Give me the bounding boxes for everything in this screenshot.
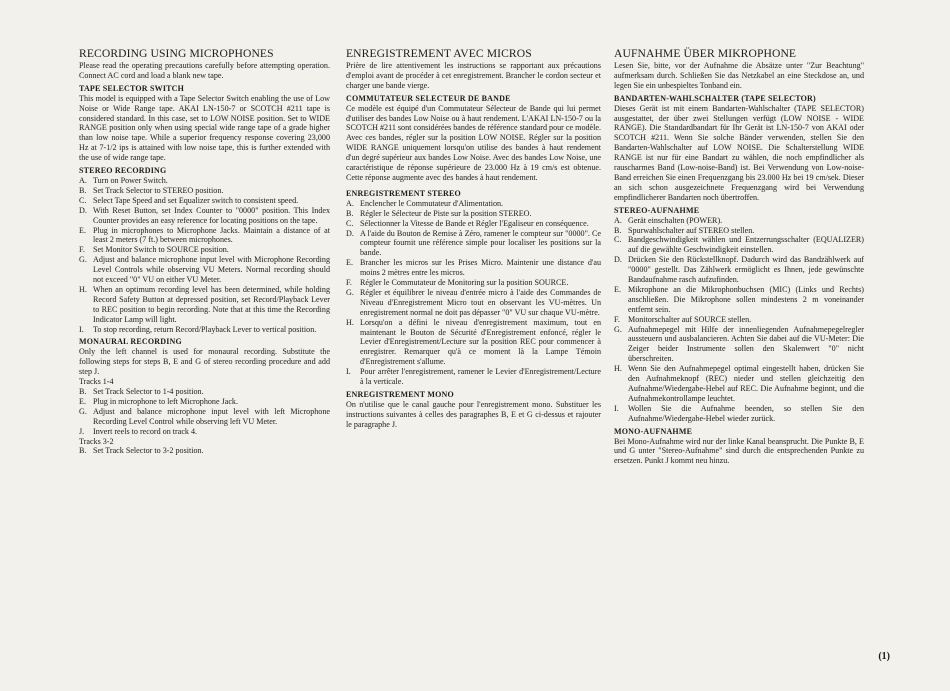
list-item xyxy=(614,325,864,365)
item-text: Enclencher le Commutateur d'Alimentation. xyxy=(360,198,504,208)
item-letter: D. xyxy=(346,228,354,238)
item-letter: A. xyxy=(346,198,354,208)
item-letter: H. xyxy=(614,364,622,374)
item-text: Wollen Sie die Aufnahme beenden, so stellen Sie den Aufnahme/Wiedergabe-Hebel wieder zurück. xyxy=(628,403,864,423)
item-letter: J. xyxy=(79,426,85,436)
list-item xyxy=(79,407,330,427)
item-letter: B. xyxy=(614,225,622,235)
item-letter: G. xyxy=(79,255,87,265)
list-item xyxy=(79,196,330,206)
fr-stereo-heading: ENREGISTREMENT STEREO xyxy=(346,188,461,198)
list-item xyxy=(79,226,330,246)
item-letter: I. xyxy=(614,403,619,413)
en-mono-list xyxy=(79,387,330,437)
list-item xyxy=(346,209,601,219)
en-title: RECORDING USING MICROPHONES xyxy=(79,47,274,60)
item-letter: C. xyxy=(346,218,354,228)
item-letter: A. xyxy=(614,215,622,225)
fr-selector-heading: COMMUTATEUR SELECTEUR DE BANDE xyxy=(346,93,511,103)
list-item xyxy=(79,245,330,255)
item-text: Set Track Selector to 3-2 position. xyxy=(93,446,204,456)
item-text: Brancher les micros sur les Prises Micro. Maintenir une distance d'au moins 2 mètres entre les micros. xyxy=(360,258,601,278)
list-item xyxy=(346,229,601,259)
item-letter: E. xyxy=(346,258,353,268)
list-item xyxy=(79,176,330,186)
item-text: Select Tape Speed and set Equalizer switch to consistent speed. xyxy=(93,195,299,205)
de-stereo-list xyxy=(614,216,864,424)
item-text: Set Track Selector to 1-4 position. xyxy=(93,387,204,396)
item-letter: B. xyxy=(79,185,87,195)
item-text: Régler le Sélecteur de Piste sur la position STEREO. xyxy=(360,208,532,218)
item-text: Sélectionner la Vitesse de Bande et Régler l'Egaliseur en conséquence. xyxy=(360,218,589,228)
item-text: Set Monitor Switch to SOURCE position. xyxy=(93,245,229,255)
item-text: Pour arrêter l'enregistrement, ramener le Levier d'Enregistrement/Lecture à la verticale. xyxy=(360,367,601,387)
item-letter: I. xyxy=(79,324,84,334)
list-item xyxy=(614,235,864,255)
list-item xyxy=(614,255,864,285)
german-column xyxy=(614,47,864,466)
item-text: Régler le Commutateur de Monitoring sur la position SOURCE. xyxy=(360,278,569,288)
item-text: Spurwahlschalter auf STEREO stellen. xyxy=(628,225,755,235)
item-text: Régler et équilibrer le niveau d'entrée micro à l'aide des Commandes de Niveau d'Enregistrement Micro tout en observant les VU-mètres. Un enregistrement normal ne doit pas dépasser "0" VU sur chaque VU-mètre. xyxy=(360,287,601,317)
item-letter: E. xyxy=(614,284,621,294)
list-item xyxy=(79,397,330,407)
de-mono-heading: MONO-AUFNAHME xyxy=(614,426,693,436)
item-letter: D. xyxy=(614,255,622,265)
de-stereo-heading: STEREO-AUFNAHME xyxy=(614,205,700,215)
list-item xyxy=(79,325,330,335)
list-item xyxy=(346,278,601,288)
item-text: Aufnahmepegel mit Hilfe der innenliegenden Aufnahmepegelregler aussteuern und ausbalancieren. Achten Sie dabei auf die VU-Meter: Die Zeiger beider Instrumente sollen den Skalenwert "0" nicht überschreiten. xyxy=(628,324,864,364)
item-text: Invert reels to record on track 4. xyxy=(93,426,198,436)
item-letter: F. xyxy=(346,278,352,288)
de-selector-heading: BANDARTEN-WAHLSCHALTER (TAPE SELECTOR) xyxy=(614,93,816,103)
list-item xyxy=(346,258,601,278)
list-item xyxy=(346,199,601,209)
item-letter: B. xyxy=(346,208,354,218)
item-text: Bandgeschwindigkeit wählen und Entzerrungsschalter (EQUALIZER) auf die gewählte Geschwindigkeit einstellen. xyxy=(628,235,864,255)
item-text: Plug in microphones to Microphone Jacks. Maintain a distance of at least 2 meters (7 ft.) between microphones. xyxy=(93,225,330,245)
list-item xyxy=(346,288,601,318)
fr-stereo-list xyxy=(346,199,601,387)
item-text: With Reset Button, set Index Counter to "0000" position. This Index Counter provides an easy reference for locating positions on the tape. xyxy=(93,205,330,225)
item-letter: H. xyxy=(79,284,87,294)
item-letter: F. xyxy=(79,245,85,255)
english-column xyxy=(79,47,330,456)
item-text: Mikrophone an die Mikrophonbuchsen (MIC) (Links und Rechts) anschließen. Die Mikrophone sollen mindestens 2 m voneinander entfernt sein. xyxy=(628,284,864,314)
fr-selector-text: Ce modèle est équipé d'un Commutateur Sélecteur de Bande qui lui permet d'utiliser des bandes Low Noise ou à haut rendement. L'AKAI LN-150-7 ou la SCOTCH #211 sont considérées bandes de référence standard pour ce modèle. Avec ces bandes, régler sur la position LOW NOISE. Régler sur la position WIDE RANGE uniquement lorsqu'on utilise des bandes à haut rendement d'un degré supérieur aux bandes Low Noise. Avec des bandes Low Noise, une caractéristique de réponse supérieure de 23.000 Hz à 19 cm/s est obtenue. Cette réponse augmente avec des bandes à haut rendement. xyxy=(346,103,601,182)
item-text: Turn on Power Switch. xyxy=(93,175,168,185)
list-item xyxy=(614,216,864,226)
item-text: Gerät einschalten (POWER). xyxy=(628,215,723,225)
item-text: When an optimum recording level has been determined, while holding Record Safety Button at depressed position, set Record/Playback Lever to REC position to begin recording. Note that at this time the Recording Indicator Lamp will light. xyxy=(93,284,330,324)
item-text: Monitorschalter auf SOURCE stellen. xyxy=(628,314,752,324)
de-selector-text: Dieses Gerät ist mit einem Bandarten-Wahlschalter (TAPE SELECTOR) ausgestattet, der über zwei Stellungen verfügt (LOW NOISE - WIDE RANGE). Die Standardbandart für Ihr Gerät ist LN-150-7 von AKAI oder SCOTCH #211. Wenn Sie solche Bänder verwenden, stellen Sie den Bandarten-Wahlschalter auf LOW NOISE. Die Schalterstellung WIDE RANGE ist nur für eine Bandart zu wählen, die noch empfindlicher als rauscharmes Band (Low-noise-Band) ist. Bei Verwendung von Low-noise-Band erreichen Sie einen Frequenzgang bis 23.000 Hz bei 19 cm/sek. Dieser an sich schon ausgezeichnete Frequenzgang wird bei Verwendung empfindlicherer Bandarten noch übertroffen. xyxy=(614,103,864,202)
list-item xyxy=(614,364,864,404)
french-column xyxy=(346,47,601,430)
item-text: A l'aide du Bouton de Remise à Zéro, ramener le compteur sur "0000". Ce compteur fournit une référence simple pour localiser les positions sur la bande. xyxy=(360,228,601,258)
fr-title: ENREGISTREMENT AVEC MICROS xyxy=(346,47,532,60)
list-item xyxy=(79,255,330,285)
en-tracks14-label: Tracks 1-4 xyxy=(79,377,114,387)
item-letter: A. xyxy=(79,175,87,185)
list-item xyxy=(346,219,601,229)
item-text: Adjust and balance microphone input level with left Microphone Recording Level Control while observing left VU Meter. xyxy=(93,406,330,426)
en-stereo-list xyxy=(79,176,330,335)
item-letter: G. xyxy=(346,287,354,297)
item-letter: C. xyxy=(614,235,622,245)
fr-intro: Prière de lire attentivement les instructions se rapportant aux précautions d'emploi avant de procéder à cet enregistrement. Brancher le cordon secteur et charger une bande vierge. xyxy=(346,61,601,90)
item-letter: H. xyxy=(346,317,354,327)
fr-mono-text: On n'utilise que le canal gauche pour l'enregistrement mono. Substituer les instructions suivantes à celles des paragraphes B, E et G ci-dessus et rajouter le paragraphe J. xyxy=(346,399,601,429)
en-stereo-heading: STEREO RECORDING xyxy=(79,166,167,176)
fr-mono-heading: ENREGISTREMENT MONO xyxy=(346,390,454,399)
item-letter: G. xyxy=(614,324,622,334)
list-item xyxy=(79,186,330,196)
de-title: AUFNAHME ÜBER MIKROPHONE xyxy=(614,47,797,60)
item-text: Adjust and balance microphone input level with Microphone Recording Level Controls while observing VU Meters. Normal recording should not exceed "0" VU on either VU Meter. xyxy=(93,255,330,285)
list-item xyxy=(614,315,864,325)
item-letter: C. xyxy=(79,195,87,205)
en-tape-selector-heading: TAPE SELECTOR SWITCH xyxy=(79,83,185,93)
list-item xyxy=(346,318,601,368)
item-letter: E. xyxy=(79,225,86,235)
list-item xyxy=(79,206,330,226)
de-mono-text: Bei Mono-Aufnahme wird nur der linke Kanal beansprucht. Die Punkte B, E und G unter "Stereo-Aufnahme" sind durch die entsprechenden Punkte zu ersetzen. Punkt J kommt neu hinzu. xyxy=(614,436,864,466)
list-item xyxy=(346,367,601,387)
list-item xyxy=(614,404,864,424)
item-text: To stop recording, return Record/Playback Lever to vertical position. xyxy=(93,324,317,334)
item-text: Plug in microphone to left Microphone Jack. xyxy=(93,396,238,406)
en-tape-selector-text: This model is equipped with a Tape Selector Switch enabling the use of Low Noise or Wide Range tape. AKAI LN-150-7 or SCOTCH #211 tape is considered standard. In this case, set to LOW NOISE position. Set to WIDE RANGE position only when using special wide range tape of a grade higher than low noise tape. While a superior frequency response covering 23,000 Hz at 7-1/2 ips is attained with low noise tape, this is further extended with the use of wide range tape. xyxy=(79,93,330,163)
list-item xyxy=(79,387,330,397)
en-mono-heading: MONAURAL RECORDING xyxy=(79,337,182,347)
list-item xyxy=(79,446,330,456)
item-letter: G. xyxy=(79,406,87,416)
en-mono-text: Only the left channel is used for monaural recording. Substitute the following steps for steps B, E and G of stereo recording procedure and add step J. xyxy=(79,347,330,377)
item-letter: I. xyxy=(346,367,351,377)
list-item xyxy=(614,285,864,315)
item-letter: D. xyxy=(79,205,87,215)
item-text: Drücken Sie den Rückstellknopf. Dadurch wird das Bandzählwerk auf "0000" gestellt. Das Zählwerk ermöglicht es Ihnen, jede gewünschte Bandaufnahme rasch aufzufinden. xyxy=(628,255,864,285)
page-number: (1) xyxy=(878,651,890,662)
item-letter: E. xyxy=(79,396,86,406)
item-text: Lorsqu'on a défini le niveau d'enregistrement maximum, tout en maintenant le Bouton de Sécurité d'Enregistrement enfoncé, régler le Levier d'Enregistrement/Lecture sur la position REC pour commencer à enregistrer. Remarquer qu'à ce moment là la Lampe Témoin d'Enregistrement s'allume. xyxy=(360,317,601,367)
item-text: Wenn Sie den Aufnahmepegel optimal eingestellt haben, drücken Sie den Aufnahmeknopf (REC) nieder und stellen gleichzeitig den Aufnahme/Wiedergabe-Hebel auf REC. Die Aufnahme beginnt, und die Aufnahmekontrollampe leuchtet. xyxy=(628,364,864,403)
item-letter: B. xyxy=(79,446,87,456)
list-item xyxy=(79,427,330,437)
item-text: Set Track Selector to STEREO position. xyxy=(93,185,224,195)
item-letter: B. xyxy=(79,387,87,396)
de-intro: Lesen Sie, bitte, vor der Aufnahme die Absätze unter "Zur Beachtung" aufmerksam durch. Schließen Sie das Netzkabel an eine Steckdose an, und legen Sie ein unbespieltes Tonband ein. xyxy=(614,61,864,90)
list-item xyxy=(79,285,330,325)
en-intro: Please read the operating precautions carefully before attempting operation. Connect AC cord and load a blank new tape. xyxy=(79,61,330,80)
list-item xyxy=(614,226,864,236)
en-tracks32-label: Tracks 3-2 xyxy=(79,436,114,446)
item-letter: F. xyxy=(614,314,620,324)
